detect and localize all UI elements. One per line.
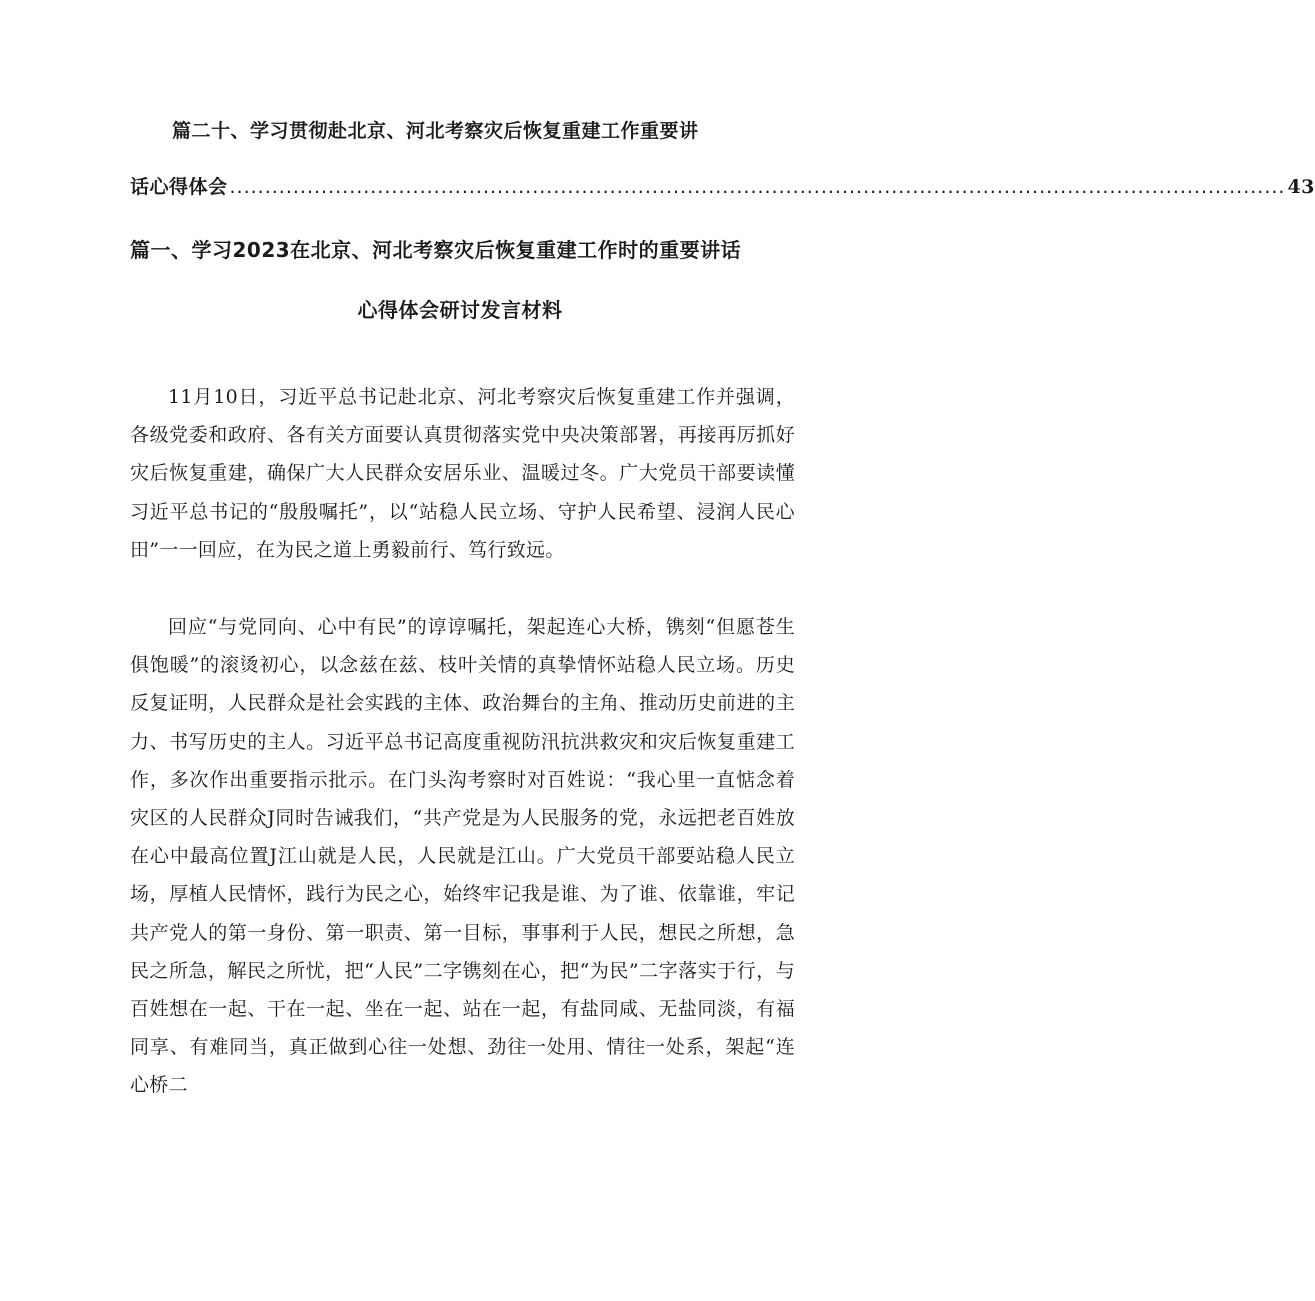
toc-entry-20-line2: [130, 172, 1315, 199]
toc-page-number: 43: [1287, 176, 1315, 198]
article-title-line2: 心得体会研讨发言材料: [357, 298, 563, 322]
toc-entry-20-line1: 篇二十、学习贯彻赴北京、河北考察灾后恢复重建工作重要讲: [172, 120, 699, 142]
toc-leader-dots: ......................................................................................................................................................: [229, 176, 1286, 198]
toc-entry-20-title-end: 话心得体会: [130, 176, 228, 198]
body-paragraph-1: 11月10日，习近平总书记赴北京、河北考察灾后恢复重建工作并强调，各级党委和政府、各有关方面要认真贯彻落实党中央决策部署，再接再厉抓好灾后恢复重建，确保广大人民群众安居乐业、温暖过冬。广大党员干部要读懂习近平总书记的“殷殷嘱托”，以“站稳人民立场、守护人民希望、浸润人民心田”一一回应，在为民之道上勇毅前行、笃行致远。: [130, 386, 795, 561]
body-paragraph-2: 回应“与党同向、心中有民”的谆谆嘱托，架起连心大桥，镌刻“但愿苍生俱饱暖”的滚烫初心，以念兹在兹、枝叶关情的真挚情怀站稳人民立场。历史反复证明，人民群众是社会实践的主体、政治舞台的主角、推动历史前进的主力、书写历史的主人。习近平总书记高度重视防汛抗洪救灾和灾后恢复重建工作，多次作出重要指示批示。在门头沟考察时对百姓说：“我心里一直惦念着灾区的人民群众J同时告诫我们，“共产党是为人民服务的党，永远把老百姓放在心中最高位置J江山就是人民，人民就是江山。广大党员干部要站稳人民立场，厚植人民情怀，践行为民之心，始终牢记我是谁、为了谁、依靠谁，牢记共产党人的第一身份、第一职责、第一目标，事事利于人民，想民之所想，急民之所急，解民之所忧，把“人民”二字镌刻在心，把“为民”二字落实于行，与百姓想在一起、干在一起、坐在一起、站在一起，有盐同咸、无盐同淡，有福同享、有难同当，真正做到心往一处想、劲往一处用、情往一处系，架起“连心桥二: [130, 616, 795, 1097]
article-title-line1: 篇一、学习2023在北京、河北考察灾后恢复重建工作时的重要讲话: [130, 238, 742, 262]
